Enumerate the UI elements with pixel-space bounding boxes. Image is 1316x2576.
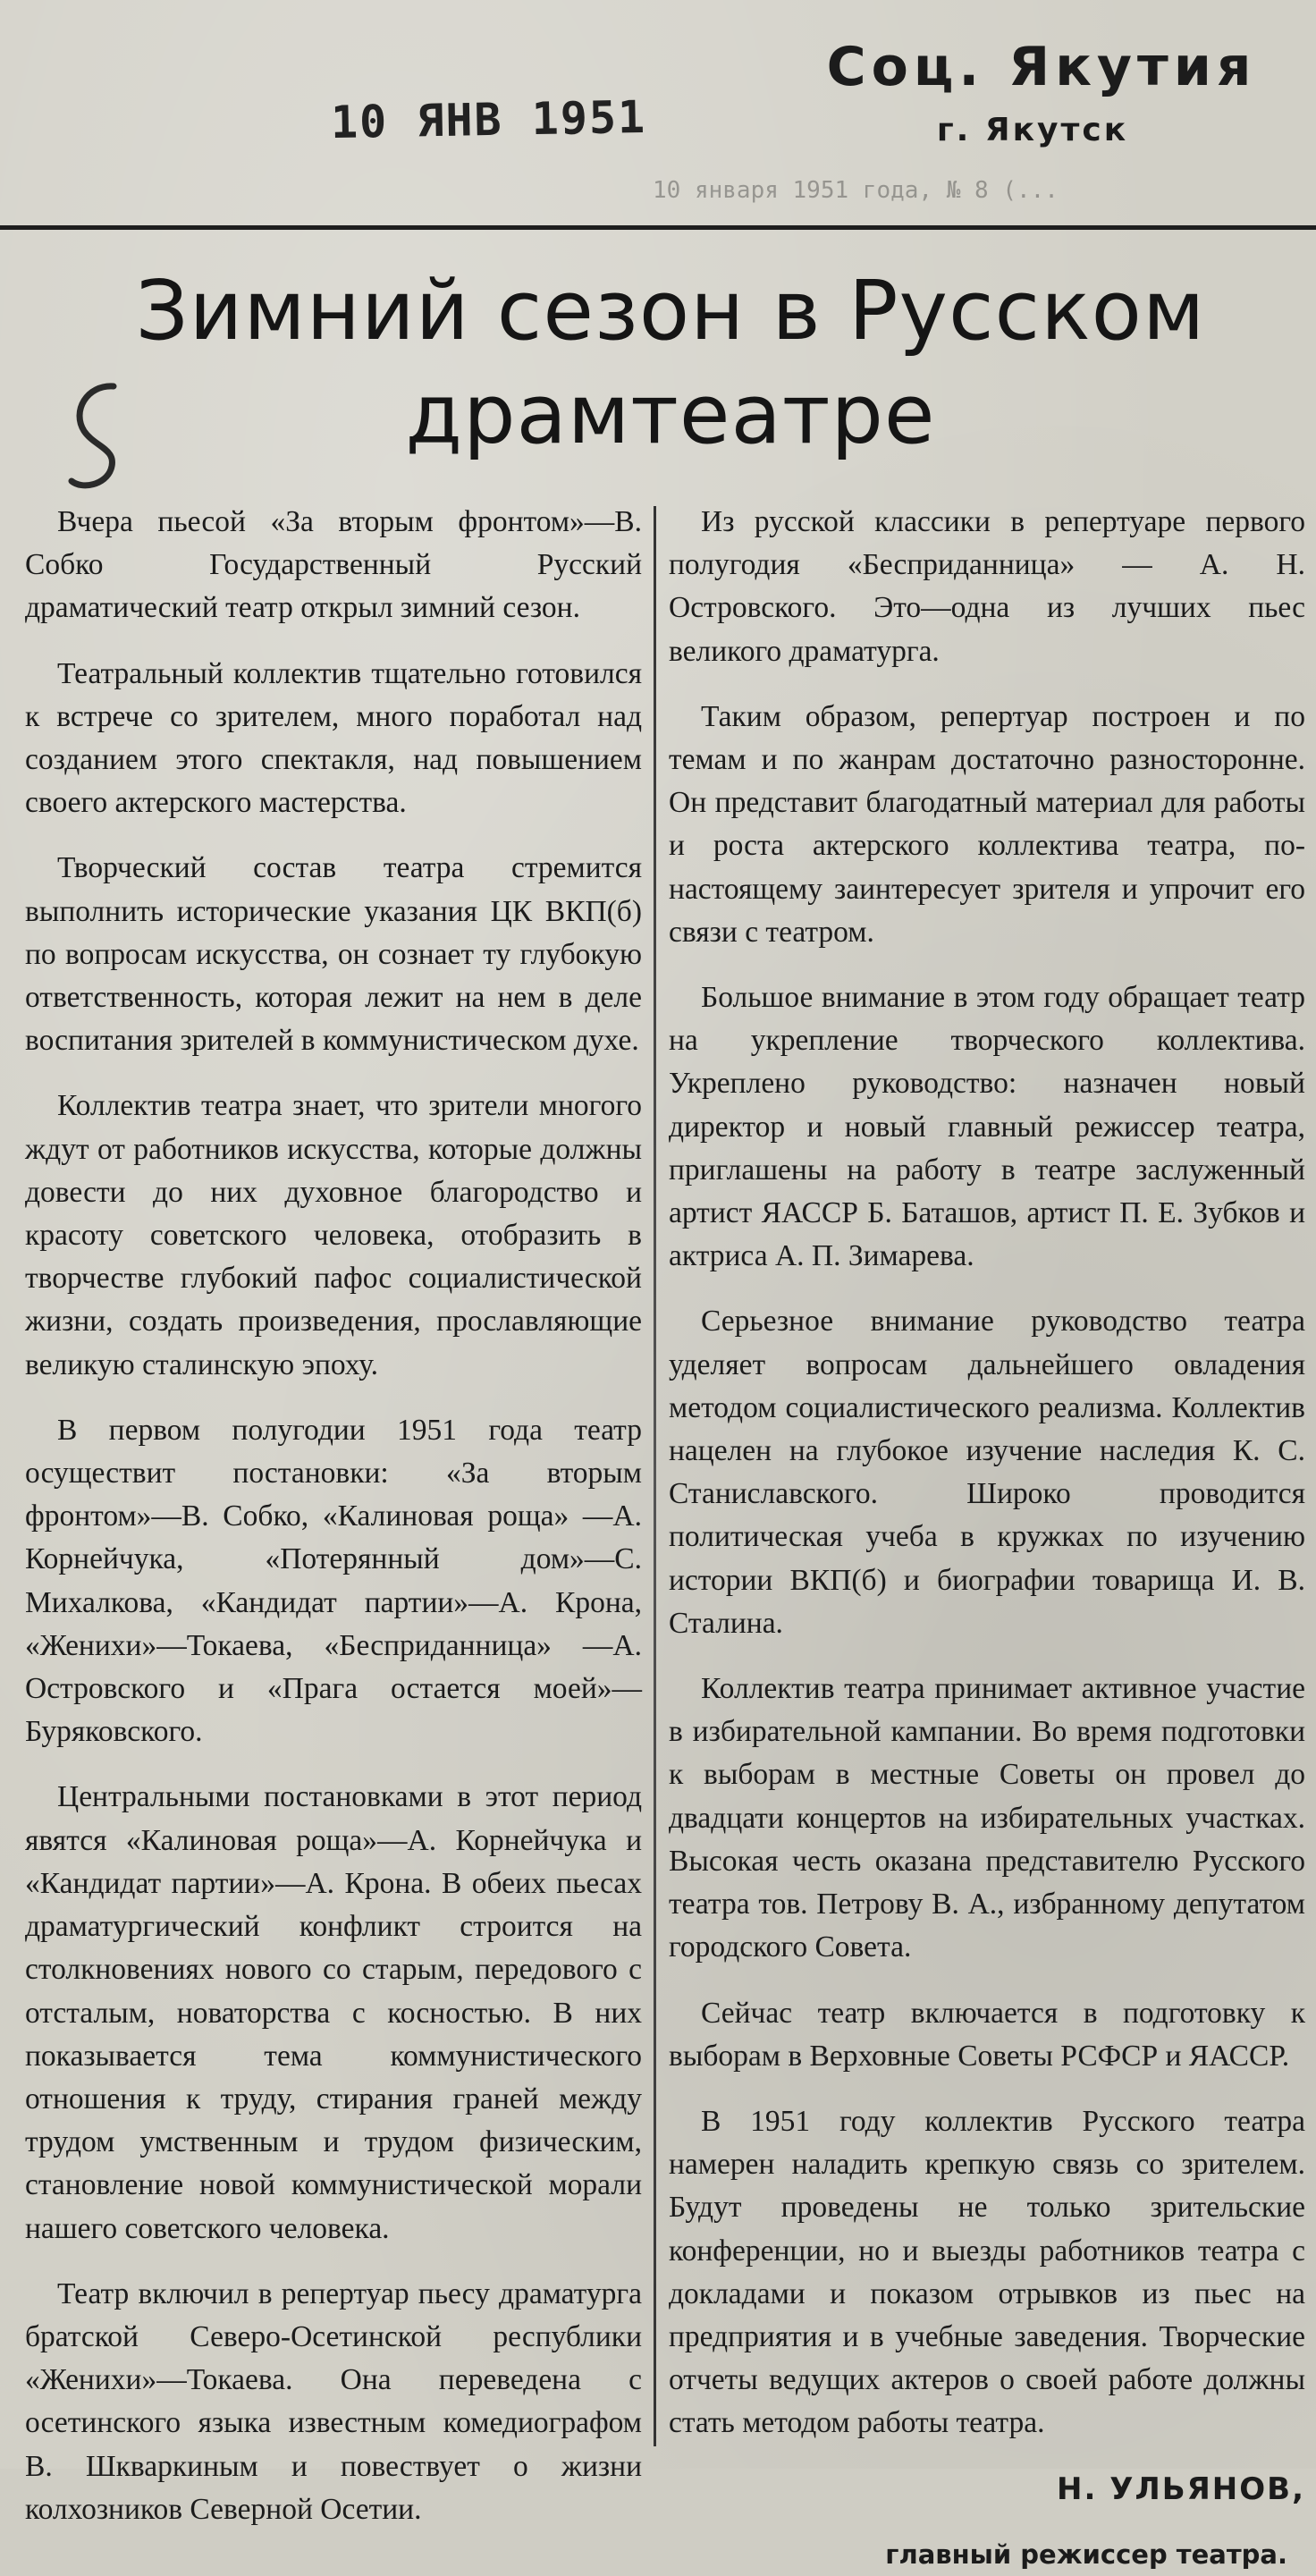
paragraph: Центральными постановками в этот период явятся «Калиновая роща»—А. Корнейчука и «Кандидат партии»—А. Крона. В обеих пьесах драматургический конфликт строится на столкновениях нового со старым, передового с отсталым, новаторства с косностью. В них показывается тема коммунистического отношения к труду, стирания граней между трудом умственным и трудом физическим, становление новой коммунистической морали нашего советского человека. (25, 1780, 642, 2245)
paragraph: Серьезное внимание руководство театра уделяет вопросам дальнейшего овладения методом социалистического реализма. Коллектив нацелен на глубокое изучение наследия К. С. Станиславского. Широко проводится политическая учеба в кружках по изучению истории ВКП(б) и биографии товарища И. В. Сталина. (669, 1305, 1305, 1640)
article-column-left (25, 501, 642, 2554)
paragraph: Таким образом, репертуар построен и по темам и по жанрам достаточно разносторонне. Он представит благодатный материал для работы и роста актерского коллектива театра, по-настоящему заинтересует зрителя и упрочит его связи с театром. (669, 699, 1305, 949)
headline-line-2: драмтеатре (405, 367, 936, 462)
paragraph: Театр включил в репертуар пьесу драматурга братской Северо-Осетинской республики «Женихи»—Токаева. Она переведена с осетинского языка известным комедиографом В. Шкваркиным и повествует о жизни колхозников Северной Осетии. (25, 2276, 642, 2526)
paragraph: В первом полугодии 1951 года театр осуществит постановки: «За вторым фронтом»—В. Собко, «Калиновая роща» —А. Корнейчука, «Потерянный дом»—С. Михалкова, «Кандидат партии»—А. Крона, «Женихи»—Токаева, «Бесприданница» —А. Островского и «Прага остается моей»—Буряковского. (25, 1413, 642, 1749)
source-city: г. Якутск (936, 112, 1129, 148)
top-rule (0, 225, 1316, 230)
article-column-right (669, 501, 1305, 2576)
column-divider (654, 506, 656, 2446)
paragraph: Из русской классики в репертуаре первого полугодия «Бесприданница» — А. Н. Островского. Это—одна из лучших пьес великого драматурга. (669, 505, 1305, 668)
paragraph: В 1951 году коллектив Русского театра намерен наладить крепкую связь со зрителем. Будут проведены не только зрительские конференции, но и выезды работников театра с докладами и показом отрывков из пьес на предприятия и в учебные заведения. Творческие отчеты ведущих актеров о своей работе должны стать методом работы театра. (669, 2104, 1305, 2440)
article-headline (54, 259, 1287, 467)
headline-line-1: Зимний сезон в Русском (135, 263, 1206, 359)
handwritten-mark-icon (64, 376, 136, 501)
paragraph: Коллектив театра принимает активное участие в избирательной кампании. Во время подготовки к выборам в местные Советы он провел до двадцати концертов на избирательных участках. Высокая честь оказана представителю Русского театра тов. Петрову В. А., избранному депутатом городского Совета. (669, 1672, 1305, 1964)
paragraph: Коллектив театра знает, что зрители многого ждут от работников искусства, которые должны довести до них духовное благородство и красоту советского человека, отобразить в творчестве глубокий пафос социалистической жизни, создать произведения, прославляющие великую сталинскую эпоху. (25, 1089, 642, 1381)
source-newspaper-title: Соц. Якутия (826, 36, 1257, 98)
paragraph: Большое внимание в этом году обращает театр на укрепление творческого коллектива. Укреплено руководство: назначен новый директор и новый главный режиссер театра, приглашены на работу в театре заслуженный артист ЯАССР Б. Баташов, артист П. Е. Зубков и актриса А. П. Зимарева. (669, 981, 1305, 1273)
paragraph: Сейчас театр включается в подготовку к выборам в Верховные Советы РСФСР и ЯАССР. (669, 1996, 1305, 2073)
paragraph: Театральный коллектив тщательно готовился к встрече со зрителем, много поработал над созданием этого спектакля, над повышением своего актерского мастерства. (25, 656, 642, 820)
faded-issue-line: 10 января 1951 года, № 8 (... (653, 177, 1059, 204)
signature-title: главный режиссер театра. (885, 2538, 1287, 2570)
date-stamp: 10 ЯНВ 1951 (330, 90, 647, 149)
paragraph: Творческий состав театра стремится выполнить исторические указания ЦК ВКП(б) по вопросам искусства, он сознает ту глубокую ответственность, которая лежит на нем в деле воспитания зрителей в коммунистическом духе. (25, 851, 642, 1058)
signature-name: Н. УЛЬЯНОВ, (1057, 2470, 1305, 2507)
paragraph: Вчера пьесой «За вторым фронтом»—В. Собко Государственный Русский драматический театр открыл зимний сезон. (25, 505, 642, 625)
